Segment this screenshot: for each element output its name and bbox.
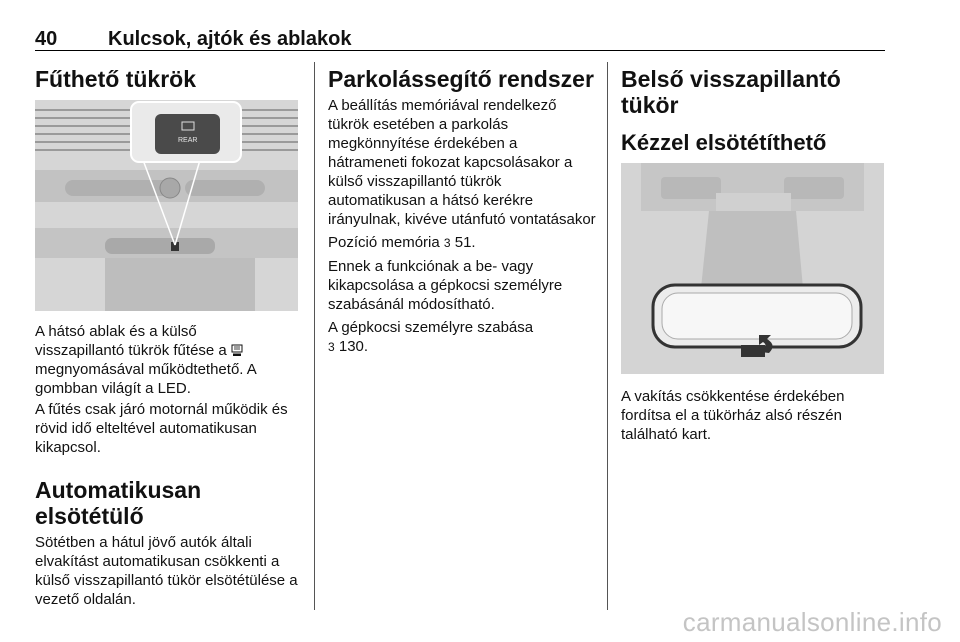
position-memory-page[interactable]: 51. (454, 234, 476, 251)
personalisation-ref (328, 318, 598, 357)
section-heading-auto-dimming: Automatikusan elsötétülő (35, 477, 202, 529)
section-heading-heated-mirrors: Fűthető tükrök (35, 66, 196, 92)
column-3-text (621, 387, 891, 444)
dashboard-drawing (35, 100, 298, 311)
section-heading-parking-assist: Parkolássegítő rendszer (328, 66, 594, 92)
interior-mirror-text: A vakítás csökkentése érdekében fordítsa el a tükörház alsó részén található kart. (621, 388, 845, 443)
chapter-title: Kulcsok, ajtók és ablakok (108, 28, 352, 50)
personalisation-label: A gépkocsi személyre szabása (328, 319, 534, 336)
position-memory-label: Pozíció memória (328, 234, 440, 251)
rear-button-label: REAR (178, 137, 198, 144)
header-rule (35, 50, 885, 51)
parking-assist-text: A beállítás memóriával rendelkező tükrök esetében a parkolás megkönnyítése érdekében a hátrameneti fokozat kapcsolásakor a külső visszapillantó tükrök automatikusan a hátsó kerékre irányulnak, kivéve utánfutó vontatásakor (328, 97, 596, 228)
interior-mirror-illustration (621, 163, 884, 374)
auto-dimming-text: Sötétben a hátul jövő autók általi elvakítást automatikusan csökkenti a külső visszapillantó tükör elsötétülése a vezető oldalán. (35, 534, 298, 608)
watermark: carmanualsonline.info (682, 607, 942, 637)
page-ref-arrow-icon: 3 (328, 340, 335, 354)
column-1-text (35, 322, 303, 609)
personalisation-text: Ennek a funkciónak a be- vagy kikapcsolása a gépkocsi személyre szabásánál módosítható. (328, 258, 563, 313)
column-divider-1 (314, 62, 315, 610)
column-1 (35, 52, 303, 92)
column-divider-2 (607, 62, 608, 610)
dashboard-illustration (35, 100, 298, 311)
rear-window-heater-icon (231, 344, 243, 357)
heated-mirrors-text-a: A hátsó ablak és a külső (35, 323, 197, 340)
position-memory-ref (328, 233, 598, 253)
section-heading-interior-mirror: Belső visszapillantó tükör (621, 66, 841, 118)
heated-mirrors-note: A fűtés csak járó motornál működik és rövid idő elteltével automatikusan kikapcsol. (35, 401, 288, 456)
mirror-drawing (621, 163, 884, 374)
column-2 (328, 52, 598, 357)
page-number: 40 (35, 28, 58, 50)
heated-mirrors-text-b: visszapillantó tükrök fűtése a (35, 342, 227, 359)
page-ref-arrow-icon: 3 (443, 236, 451, 250)
column-3 (621, 52, 891, 156)
personalisation-page[interactable]: 130. (338, 338, 369, 355)
subheading-manual-dimming: Kézzel elsötétíthető (621, 130, 827, 155)
heated-mirrors-text-c: megnyomásával működtethető. A gombban világít a LED. (35, 361, 256, 397)
